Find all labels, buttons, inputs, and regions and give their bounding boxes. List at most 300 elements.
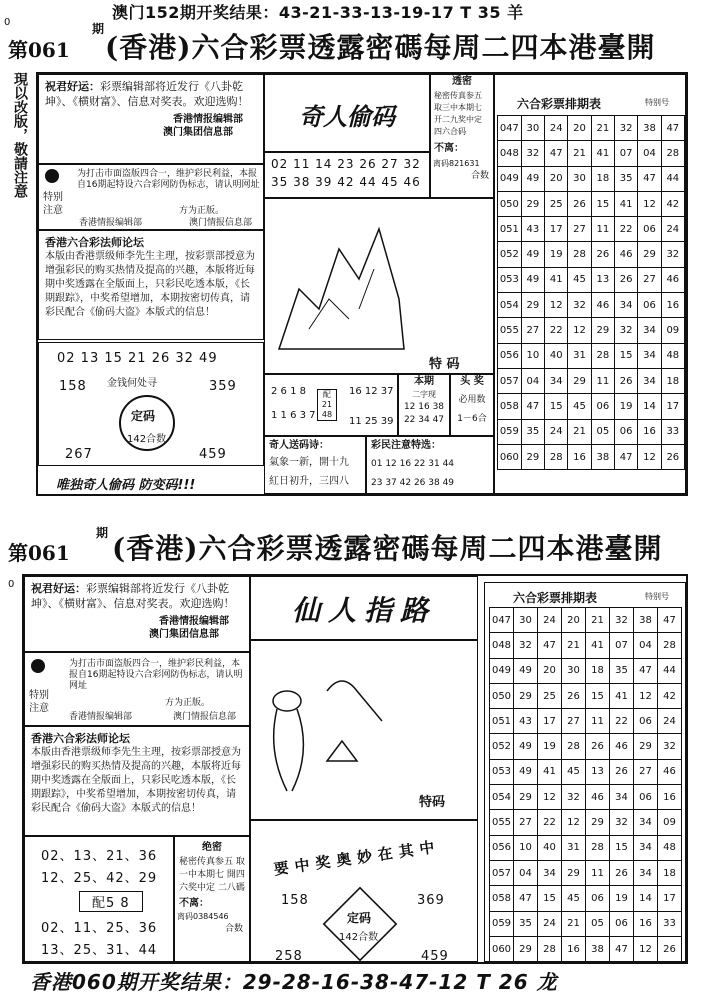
bomb-icon-2	[31, 659, 45, 673]
number-cell: 47	[638, 166, 661, 191]
issue2-warn-box	[24, 652, 250, 726]
number-cell: 29	[586, 810, 610, 835]
issue2-notice-title: 祝君好运：	[31, 582, 86, 595]
period-cell: 059	[498, 419, 522, 444]
number-cell: 28	[661, 141, 684, 166]
issue1-warn-box	[38, 164, 264, 230]
issue2-forum-body: 本版由香港票级师李先生主理，按彩票部授意为增强彩民的购买热情及提高的兴趣，本版将近每期中奖透露在全版面上，只彩民吃透本版，《长期跟踪》，中奖希望增加，本期按密切传真，请彩民配合《偷码大盗》本版式的信息！	[31, 747, 241, 814]
issue1-center-nums2: 35 38 39 42 44 45 46	[271, 175, 421, 189]
issue1-tema-label: 特 码	[429, 357, 460, 372]
number-cell: 10	[514, 835, 538, 860]
number-cell: 25	[538, 683, 562, 708]
number-cell: 22	[538, 810, 562, 835]
number-cell: 46	[614, 242, 637, 267]
period-cell: 051	[490, 709, 514, 734]
number-cell: 05	[586, 911, 610, 936]
issue2-forum-box	[24, 726, 250, 836]
number-cell: 49	[514, 759, 538, 784]
issue2-forum-title: 香港六合彩法师论坛	[31, 732, 130, 745]
issue1-notice-body: 彩票编辑部将近发行《八卦乾坤》、《横财富》、信息对奖表。欢迎选购！	[45, 80, 249, 108]
number-cell: 45	[568, 267, 591, 292]
issue2-schedule-table	[489, 607, 682, 962]
number-cell: 47	[521, 394, 544, 419]
number-cell: 47	[545, 141, 568, 166]
issue2-number: 第061	[8, 541, 70, 565]
issue2-pei: 配5 8	[79, 891, 143, 912]
number-cell: 26	[568, 191, 591, 216]
issue1-bottom-slogan: 唯独奇人偷码 防变码!!!	[56, 478, 196, 493]
number-cell: 14	[638, 394, 661, 419]
table-row	[490, 886, 682, 911]
period-cell: 058	[490, 886, 514, 911]
number-cell: 44	[658, 658, 682, 683]
issue1-warn-sign2: 香港情报编辑部	[79, 218, 143, 228]
table-row	[498, 394, 685, 419]
issue1-poem-box	[264, 198, 494, 374]
number-cell: 41	[610, 683, 634, 708]
period-cell: 056	[498, 343, 522, 368]
number-cell: 34	[634, 835, 658, 860]
number-cell: 26	[591, 242, 614, 267]
number-cell: 16	[658, 785, 682, 810]
issue1-notice-sign2: 澳门集团信息部	[163, 127, 233, 138]
issue1-benqi-sub: 二字现	[412, 390, 436, 399]
parrot-drawing-icon	[257, 661, 387, 811]
number-cell: 35	[521, 419, 544, 444]
number-cell: 19	[614, 394, 637, 419]
number-cell: 30	[562, 658, 586, 683]
issue1-diamond-tr: 359	[209, 379, 237, 394]
issue2-diamond-tl: 158	[281, 893, 309, 908]
issue1-title-box	[264, 74, 430, 152]
number-cell: 12	[634, 683, 658, 708]
issue2-secret-body: 秘密传真参五 取一中本期七 開四六奖中定 二八碼	[179, 857, 245, 893]
number-cell: 46	[591, 293, 614, 318]
period-cell: 057	[490, 860, 514, 885]
number-cell: 19	[610, 886, 634, 911]
table-row	[498, 293, 685, 318]
period-cell: 050	[498, 191, 522, 216]
issue1-warn-sign1: 方为正版。	[179, 206, 225, 216]
issue1-diamond-bl: 267	[65, 447, 93, 462]
issue1-combo-left2: 1 1 6 3 7	[271, 410, 316, 421]
issue1-table-title: 六合彩票排期表	[517, 97, 602, 111]
number-cell: 13	[586, 759, 610, 784]
issue1-toujiang-title: 头 奖	[460, 376, 484, 387]
issue1-side-note: 現以改版，敬請注意	[12, 72, 28, 198]
table-row	[490, 658, 682, 683]
number-cell: 41	[591, 141, 614, 166]
number-cell: 26	[586, 734, 610, 759]
issue1-forum-box	[38, 230, 264, 340]
issue2-notice-sign1: 香港情报编辑部	[159, 616, 229, 627]
number-cell: 29	[521, 191, 544, 216]
issue1-num-row: 02 13 15 21 26 32 49	[57, 351, 218, 366]
number-cell: 06	[634, 785, 658, 810]
number-cell: 32	[562, 785, 586, 810]
number-cell: 43	[514, 709, 538, 734]
number-cell: 06	[610, 911, 634, 936]
period-cell: 052	[490, 734, 514, 759]
number-cell: 27	[568, 217, 591, 242]
number-cell: 20	[568, 116, 591, 141]
issue1-caimin-l2: 23 37 42 26 38 49	[371, 478, 455, 488]
number-cell: 41	[586, 633, 610, 658]
number-cell: 22	[610, 709, 634, 734]
number-cell: 27	[521, 318, 544, 343]
table-row	[490, 759, 682, 784]
number-cell: 24	[538, 608, 562, 633]
number-cell: 21	[568, 141, 591, 166]
number-cell: 26	[610, 759, 634, 784]
period-cell: 053	[498, 267, 522, 292]
issue1-buli-tail: 合数	[470, 171, 489, 181]
number-cell: 24	[538, 911, 562, 936]
issue1-table-tag: 特别号	[645, 98, 669, 107]
table-row	[490, 608, 682, 633]
number-cell: 46	[661, 267, 684, 292]
number-cell: 34	[614, 293, 637, 318]
number-cell: 15	[591, 191, 614, 216]
number-cell: 24	[545, 419, 568, 444]
issue2-nums-b1: 02、11、25、36	[41, 921, 158, 936]
issue1-center-nums-box	[264, 152, 430, 198]
issue2-diamond-title: 定码	[347, 911, 372, 925]
table-row	[498, 191, 685, 216]
number-cell: 06	[591, 394, 614, 419]
number-cell: 28	[586, 835, 610, 860]
period-cell: 054	[498, 293, 522, 318]
number-cell: 32	[614, 116, 637, 141]
period-cell: 059	[490, 911, 514, 936]
number-cell: 28	[538, 936, 562, 961]
period-cell: 053	[490, 759, 514, 784]
number-cell: 30	[568, 166, 591, 191]
issue2-warn-sign1: 方为正版。	[165, 698, 211, 708]
issue2-diamond-bl: 258	[275, 949, 303, 964]
number-cell: 47	[610, 936, 634, 961]
number-cell: 30	[514, 608, 538, 633]
issue2-buli-label: 不离：	[179, 898, 209, 909]
table-row	[498, 267, 685, 292]
number-cell: 28	[591, 343, 614, 368]
period-cell: 060	[498, 444, 522, 469]
number-cell: 47	[658, 608, 682, 633]
issue1-warn-label: 特别注意	[43, 192, 63, 216]
period-cell: 056	[490, 835, 514, 860]
number-cell: 27	[638, 267, 661, 292]
number-cell: 49	[514, 734, 538, 759]
issue1-diamond-box	[38, 342, 264, 466]
number-cell: 27	[514, 810, 538, 835]
number-cell: 34	[638, 318, 661, 343]
table-row	[490, 683, 682, 708]
issue1-qiren-l1: 氣象一新，開十九	[269, 457, 349, 468]
number-cell: 29	[562, 860, 586, 885]
number-cell: 17	[538, 709, 562, 734]
number-cell: 34	[638, 368, 661, 393]
number-cell: 04	[638, 141, 661, 166]
table-row	[498, 166, 685, 191]
table-row	[490, 734, 682, 759]
number-cell: 31	[568, 343, 591, 368]
number-cell: 29	[514, 683, 538, 708]
issue2-diamond-br: 459	[421, 949, 449, 964]
number-cell: 12	[638, 191, 661, 216]
number-cell: 29	[521, 293, 544, 318]
bomb-icon	[45, 169, 59, 183]
number-cell: 07	[610, 633, 634, 658]
period-cell: 055	[498, 318, 522, 343]
number-cell: 16	[562, 936, 586, 961]
number-cell: 21	[562, 633, 586, 658]
period-cell: 060	[490, 936, 514, 961]
mountain-drawing-icon	[269, 209, 409, 359]
number-cell: 41	[614, 191, 637, 216]
number-cell: 15	[538, 886, 562, 911]
number-cell: 27	[634, 759, 658, 784]
number-cell: 47	[614, 444, 637, 469]
issue1-buli-label: 不离：	[434, 143, 464, 154]
issue2-warn-sign2: 香港情报编辑部	[69, 712, 133, 722]
issue1-notice-title: 祝君好运：	[45, 80, 100, 93]
issue1-secret-box	[430, 74, 494, 198]
issue1-combo-right1: 16 12 37	[349, 386, 394, 397]
table-row	[490, 785, 682, 810]
top-banner: 澳门152期开奖结果：43-21-33-13-19-17 T 35 羊	[112, 3, 524, 22]
issue2-diamond-box	[250, 820, 478, 962]
issue1-diamond-sub: 142合数	[127, 434, 167, 445]
issue1-benqi-n2: 22 34 47	[403, 415, 445, 425]
number-cell: 35	[514, 911, 538, 936]
issue1-warn-sign3: 澳门情报信息部	[189, 218, 253, 228]
number-cell: 19	[538, 734, 562, 759]
issue2-diamond-sub: 142合数	[339, 932, 379, 943]
period-cell: 058	[498, 394, 522, 419]
issue2-nums-a1: 02、13、21、36	[41, 849, 158, 864]
table-row	[490, 911, 682, 936]
table-row	[498, 116, 685, 141]
issue1-caimin-title: 彩民注意特选：	[371, 440, 441, 451]
issue1-forum-title: 香港六合彩法师论坛	[45, 236, 144, 249]
issue1-notice-sign1: 香港情报编辑部	[173, 114, 243, 125]
number-cell: 41	[545, 267, 568, 292]
number-cell: 32	[614, 318, 637, 343]
table-row	[490, 860, 682, 885]
table-row	[490, 810, 682, 835]
number-cell: 16	[634, 911, 658, 936]
number-cell: 29	[638, 242, 661, 267]
issue2-nums-box	[24, 836, 174, 962]
number-cell: 21	[586, 608, 610, 633]
number-cell: 12	[545, 293, 568, 318]
number-cell: 28	[658, 633, 682, 658]
issue1-benqi-title: 本期	[414, 376, 434, 387]
number-cell: 16	[568, 444, 591, 469]
number-cell: 26	[562, 683, 586, 708]
issue1-tag: 期	[92, 22, 105, 36]
issue1-headline: (香港)六合彩票透露密碼每周二四本港臺開	[105, 31, 656, 64]
number-cell: 26	[661, 444, 684, 469]
table-row	[490, 633, 682, 658]
issue2-buli-value: 离码0384546	[177, 912, 229, 921]
number-cell: 16	[661, 293, 684, 318]
number-cell: 26	[614, 368, 637, 393]
issue1-combo-box	[264, 374, 398, 436]
number-cell: 18	[658, 860, 682, 885]
number-cell: 34	[634, 860, 658, 885]
number-cell: 21	[568, 419, 591, 444]
number-cell: 46	[586, 785, 610, 810]
period-cell: 057	[498, 368, 522, 393]
number-cell: 47	[514, 886, 538, 911]
number-cell: 04	[634, 633, 658, 658]
issue2-center-title: 仙人指路	[291, 594, 436, 627]
issue2-warn-sign3: 澳门情报信息部	[173, 712, 237, 722]
issue2-headline: (香港)六合彩票透露密碼每周二四本港臺開	[112, 532, 663, 565]
table-row	[498, 419, 685, 444]
number-cell: 20	[538, 658, 562, 683]
number-cell: 29	[591, 318, 614, 343]
number-cell: 21	[562, 911, 586, 936]
issue2-notice-body: 彩票编辑部将近发行《八卦乾坤》、《横财富》、信息对奖表。欢迎选购！	[31, 582, 235, 610]
number-cell: 25	[545, 191, 568, 216]
issue1-notice-box	[38, 74, 264, 164]
issue2-warn-label: 特别注意	[29, 690, 49, 714]
number-cell: 06	[638, 293, 661, 318]
issue1-qiren-box	[264, 436, 366, 494]
number-cell: 32	[610, 608, 634, 633]
period-cell: 052	[498, 242, 522, 267]
number-cell: 09	[658, 810, 682, 835]
number-cell: 11	[586, 709, 610, 734]
number-cell: 20	[562, 608, 586, 633]
issue1-schedule-table	[497, 115, 685, 470]
number-cell: 21	[591, 116, 614, 141]
number-cell: 43	[521, 217, 544, 242]
issue1-toujiang-sub: 必用数	[458, 395, 486, 405]
number-cell: 28	[568, 242, 591, 267]
number-cell: 32	[514, 633, 538, 658]
page-corner: 0	[4, 17, 11, 28]
issue1-warn-body: 为打击市面盗版四合一，维护彩民利益，本报自16期起特设六合彩网防伪标志，请认明网址	[77, 169, 260, 190]
table-row	[498, 318, 685, 343]
number-cell: 19	[545, 242, 568, 267]
number-cell: 48	[658, 835, 682, 860]
number-cell: 32	[610, 810, 634, 835]
table-row	[490, 936, 682, 961]
number-cell: 12	[634, 936, 658, 961]
number-cell: 45	[568, 394, 591, 419]
issue1-combo-left1: 2 6 1 8	[271, 386, 306, 397]
period-cell: 047	[490, 608, 514, 633]
number-cell: 35	[614, 166, 637, 191]
issue2-arc-text: 要中奖奥妙在其中	[272, 837, 442, 879]
issue2-table-title: 六合彩票排期表	[513, 591, 598, 605]
issue2-buli-tail: 合数	[224, 924, 243, 934]
number-cell: 05	[591, 419, 614, 444]
issue2-poem-box	[250, 640, 478, 820]
number-cell: 38	[591, 444, 614, 469]
number-cell: 40	[538, 835, 562, 860]
table-row	[498, 141, 685, 166]
number-cell: 22	[614, 217, 637, 242]
issue1-toujiang-range: 1－6合	[457, 414, 487, 424]
number-cell: 33	[658, 911, 682, 936]
number-cell: 13	[591, 267, 614, 292]
period-cell: 049	[490, 658, 514, 683]
number-cell: 14	[634, 886, 658, 911]
number-cell: 18	[591, 166, 614, 191]
number-cell: 49	[521, 242, 544, 267]
number-cell: 24	[661, 217, 684, 242]
period-cell: 048	[490, 633, 514, 658]
issue1-diamond-tl: 158	[59, 379, 87, 394]
number-cell: 17	[658, 886, 682, 911]
number-cell: 47	[538, 633, 562, 658]
number-cell: 32	[568, 293, 591, 318]
number-cell: 49	[521, 267, 544, 292]
number-cell: 42	[661, 191, 684, 216]
issue2-tema-label: 特码	[419, 795, 446, 810]
number-cell: 22	[545, 318, 568, 343]
number-cell: 47	[661, 116, 684, 141]
issue1-toujiang-box	[450, 374, 494, 436]
table-row	[490, 835, 682, 860]
number-cell: 15	[614, 343, 637, 368]
table-row	[498, 368, 685, 393]
issue2-page-corner: 0	[8, 579, 15, 590]
issue2-title-box	[250, 576, 478, 640]
number-cell: 12	[538, 785, 562, 810]
number-cell: 06	[634, 709, 658, 734]
period-cell: 049	[498, 166, 522, 191]
issue1-diamond-arc: 金钱何处寻	[107, 378, 157, 389]
number-cell: 35	[610, 658, 634, 683]
number-cell: 47	[634, 658, 658, 683]
issue2-nums-b2: 13、25、31、44	[41, 943, 158, 958]
issue2-diamond-tr: 369	[417, 893, 445, 908]
number-cell: 06	[586, 886, 610, 911]
issue2-notice-box	[24, 576, 250, 652]
number-cell: 34	[634, 810, 658, 835]
number-cell: 04	[521, 368, 544, 393]
number-cell: 42	[658, 683, 682, 708]
number-cell: 29	[514, 785, 538, 810]
issue2-table-tag: 特别号	[645, 592, 669, 601]
table-row	[498, 217, 685, 242]
number-cell: 34	[545, 368, 568, 393]
issue2-nums-a2: 12、25、42、29	[41, 871, 158, 886]
number-cell: 16	[638, 419, 661, 444]
number-cell: 24	[545, 116, 568, 141]
number-cell: 29	[634, 734, 658, 759]
number-cell: 04	[514, 860, 538, 885]
number-cell: 12	[562, 810, 586, 835]
number-cell: 49	[514, 658, 538, 683]
number-cell: 26	[614, 267, 637, 292]
issue1-number: 第061	[8, 38, 70, 62]
number-cell: 17	[545, 217, 568, 242]
issue2-secret-title: 绝密	[202, 842, 222, 853]
number-cell: 48	[661, 343, 684, 368]
issue2-warn-body: 为打击市面盗版四合一，维护彩民利益，本报自16期起特设六合彩网防伪标志，请认明网址	[69, 659, 243, 691]
number-cell: 06	[638, 217, 661, 242]
issue1-secret-title: 透密	[452, 76, 472, 87]
issue1-qiren-l2: 紅日初升，三四八	[269, 476, 349, 487]
number-cell: 34	[638, 343, 661, 368]
table-row	[498, 343, 685, 368]
